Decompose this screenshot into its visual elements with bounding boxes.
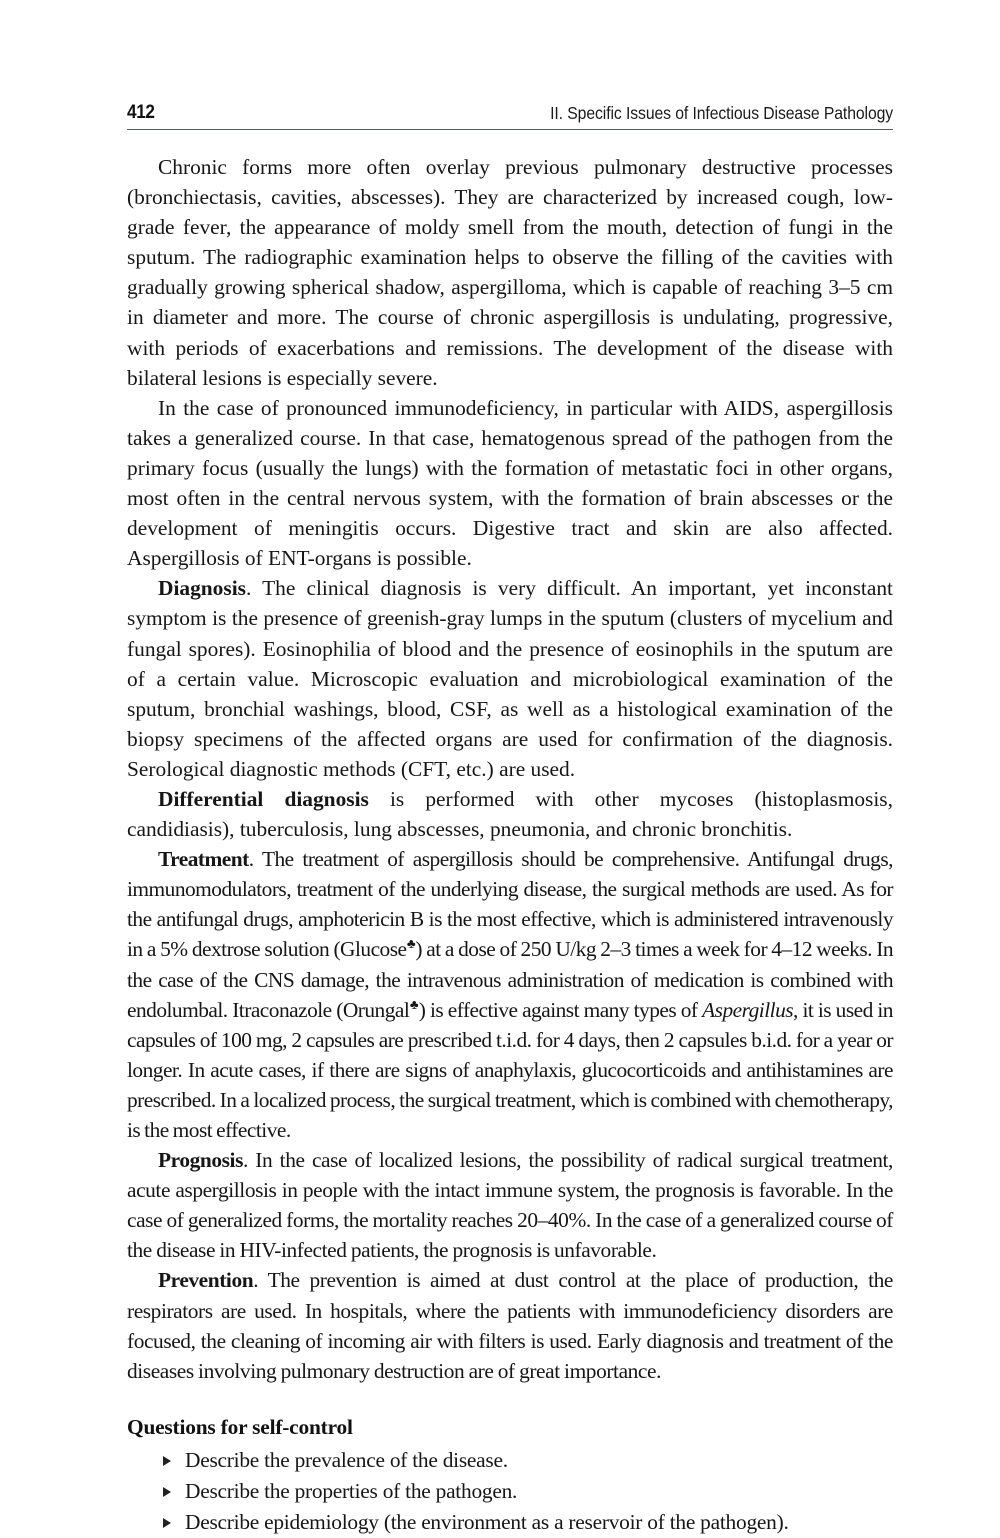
paragraph-immunodeficiency: In the case of pronounced immunodeficiency, in particular with AIDS, aspergillosis takes a generalized course. In that case, hematogenous spread of the pathogen from the primary focus (usually the lungs) with the formation of metastatic foci in other organs, most often in the central nervous system, with the formation of brain abscesses or the development of meningitis occurs. Digestive tract and skin are also affected. Aspergillosis of ENT-organs is possible. bbox=[127, 395, 893, 571]
paragraph-treatment bbox=[127, 844, 893, 1145]
triangle-bullet-icon bbox=[163, 1487, 171, 1497]
differential-diagnosis-text: is performed with other mycoses (histoplasmosis, candidiasis), tuberculosis, lung abscesses, pneumonia, and chronic bronchitis. bbox=[127, 786, 893, 842]
list-item bbox=[127, 1476, 893, 1507]
running-head-title: II. Specific Issues of Infectious Disease Pathology bbox=[550, 103, 893, 123]
paragraph-differential-diagnosis bbox=[127, 784, 893, 844]
list-item-label: Describe the properties of the pathogen. bbox=[185, 1478, 518, 1503]
list-item-label: Describe the prevalence of the disease. bbox=[185, 1447, 508, 1472]
treatment-text-part-1: . The treatment of aspergillosis should be comprehensive. Antifungal drugs, immunomodulators, treatment of the underlying disease, the surgical methods are used. As for the antifungal drugs, amphotericin B is the most effective, which is administered intravenously in a 5% dextrose solution (Glucose bbox=[127, 847, 893, 962]
running-head bbox=[127, 96, 893, 130]
paragraph-chronic-forms: Chronic forms more often overlay previous pulmonary destructive processes (bronchiectasis, cavities, abscesses). They are characterized by increased cough, low-grade fever, the appearance of moldy smell from the mouth, detection of fungi in the sputum. The radiographic examination helps to observe the filling of the cavities with gradually growing spherical shadow, aspergilloma, which is capable of reaching 3–5 cm in diameter and more. The course of chronic aspergillosis is undulating, progressive, with periods of exacerbations and remissions. The development of the disease with bilateral lesions is especially severe. bbox=[127, 155, 893, 390]
trademark-icon-glucose: ♣ bbox=[406, 936, 416, 952]
trademark-icon-orungal: ♣ bbox=[409, 996, 419, 1012]
run-in-head-prevention: Prevention bbox=[158, 1268, 254, 1293]
run-in-head-diagnosis: Diagnosis bbox=[158, 576, 246, 601]
scientific-name-aspergillus: Aspergillus bbox=[702, 997, 794, 1022]
triangle-bullet-icon bbox=[163, 1518, 171, 1528]
treatment-text-part-4: , it is used in capsules of 100 mg, 2 capsules are prescribed t.i.d. for 4 days, then 2 capsules b.i.d. for a year or longer. In acute cases, if there are signs of anaphylaxis, glucocorticoids and antihistamines are prescribed. In a localized process, the surgical treatment, which is combined with chemotherapy, is the most effective. bbox=[127, 997, 893, 1142]
list-item bbox=[127, 1445, 893, 1476]
prognosis-text: . In the case of localized lesions, the possibility of radical surgical treatment, acute aspergillosis in people with the intact immune system, the prognosis is favorable. In the case of generalized forms, the mortality reaches 20–40%. In the case of a generalized course of the disease in HIV-infected patients, the prognosis is unfavorable. bbox=[127, 1148, 893, 1263]
diagnosis-text: . The clinical diagnosis is very difficult. An important, yet inconstant symptom is the presence of greenish-gray lumps in the sputum (clusters of mycelium and fungal spores). Eosinophilia of blood and the presence of eosinophils in the sputum are of a certain value. Microscopic evaluation and microbiological examination of the sputum, bronchial washings, blood, CSF, as well as a histological examination of the biopsy specimens of the affected organs are used for confirmation of the diagnosis. Serological diagnostic methods (CFT, etc.) are used. bbox=[127, 576, 893, 781]
page-number: 412 bbox=[127, 101, 155, 123]
questions-section bbox=[127, 1412, 893, 1538]
run-in-head-prognosis: Prognosis bbox=[158, 1148, 243, 1173]
treatment-text-part-3: ) is effective against many types of bbox=[418, 997, 703, 1022]
treatment-text-part-2: ) at a dose of 250 U/kg 2–3 times a week for 4–12 weeks. In the case of the CNS damage, the intravenous administration of medication is combined with endolumbal. Itraconazole (Orungal bbox=[127, 937, 893, 1022]
list-item bbox=[127, 1507, 893, 1538]
list-item-label: Describe epidemiology (the environment as a reservoir of the pathogen). bbox=[185, 1509, 789, 1534]
prevention-text: . The prevention is aimed at dust control at the place of production, the respirators are used. In hospitals, where the patients with immunodeficiency disorders are focused, the cleaning of incoming air with filters is used. Early diagnosis and treatment of the diseases involving pulmonary destruction are of great importance. bbox=[127, 1268, 893, 1383]
body-text bbox=[127, 152, 893, 1386]
triangle-bullet-icon bbox=[163, 1456, 171, 1466]
paragraph-diagnosis bbox=[127, 573, 893, 784]
questions-heading: Questions for self-control bbox=[127, 1414, 353, 1439]
page-content bbox=[127, 96, 893, 1538]
paragraph-prevention bbox=[127, 1265, 893, 1385]
run-in-head-treatment: Treatment bbox=[158, 847, 249, 872]
questions-list bbox=[127, 1445, 893, 1538]
paragraph-prognosis bbox=[127, 1145, 893, 1265]
run-in-head-differential-diagnosis: Differential diagnosis bbox=[158, 786, 369, 811]
